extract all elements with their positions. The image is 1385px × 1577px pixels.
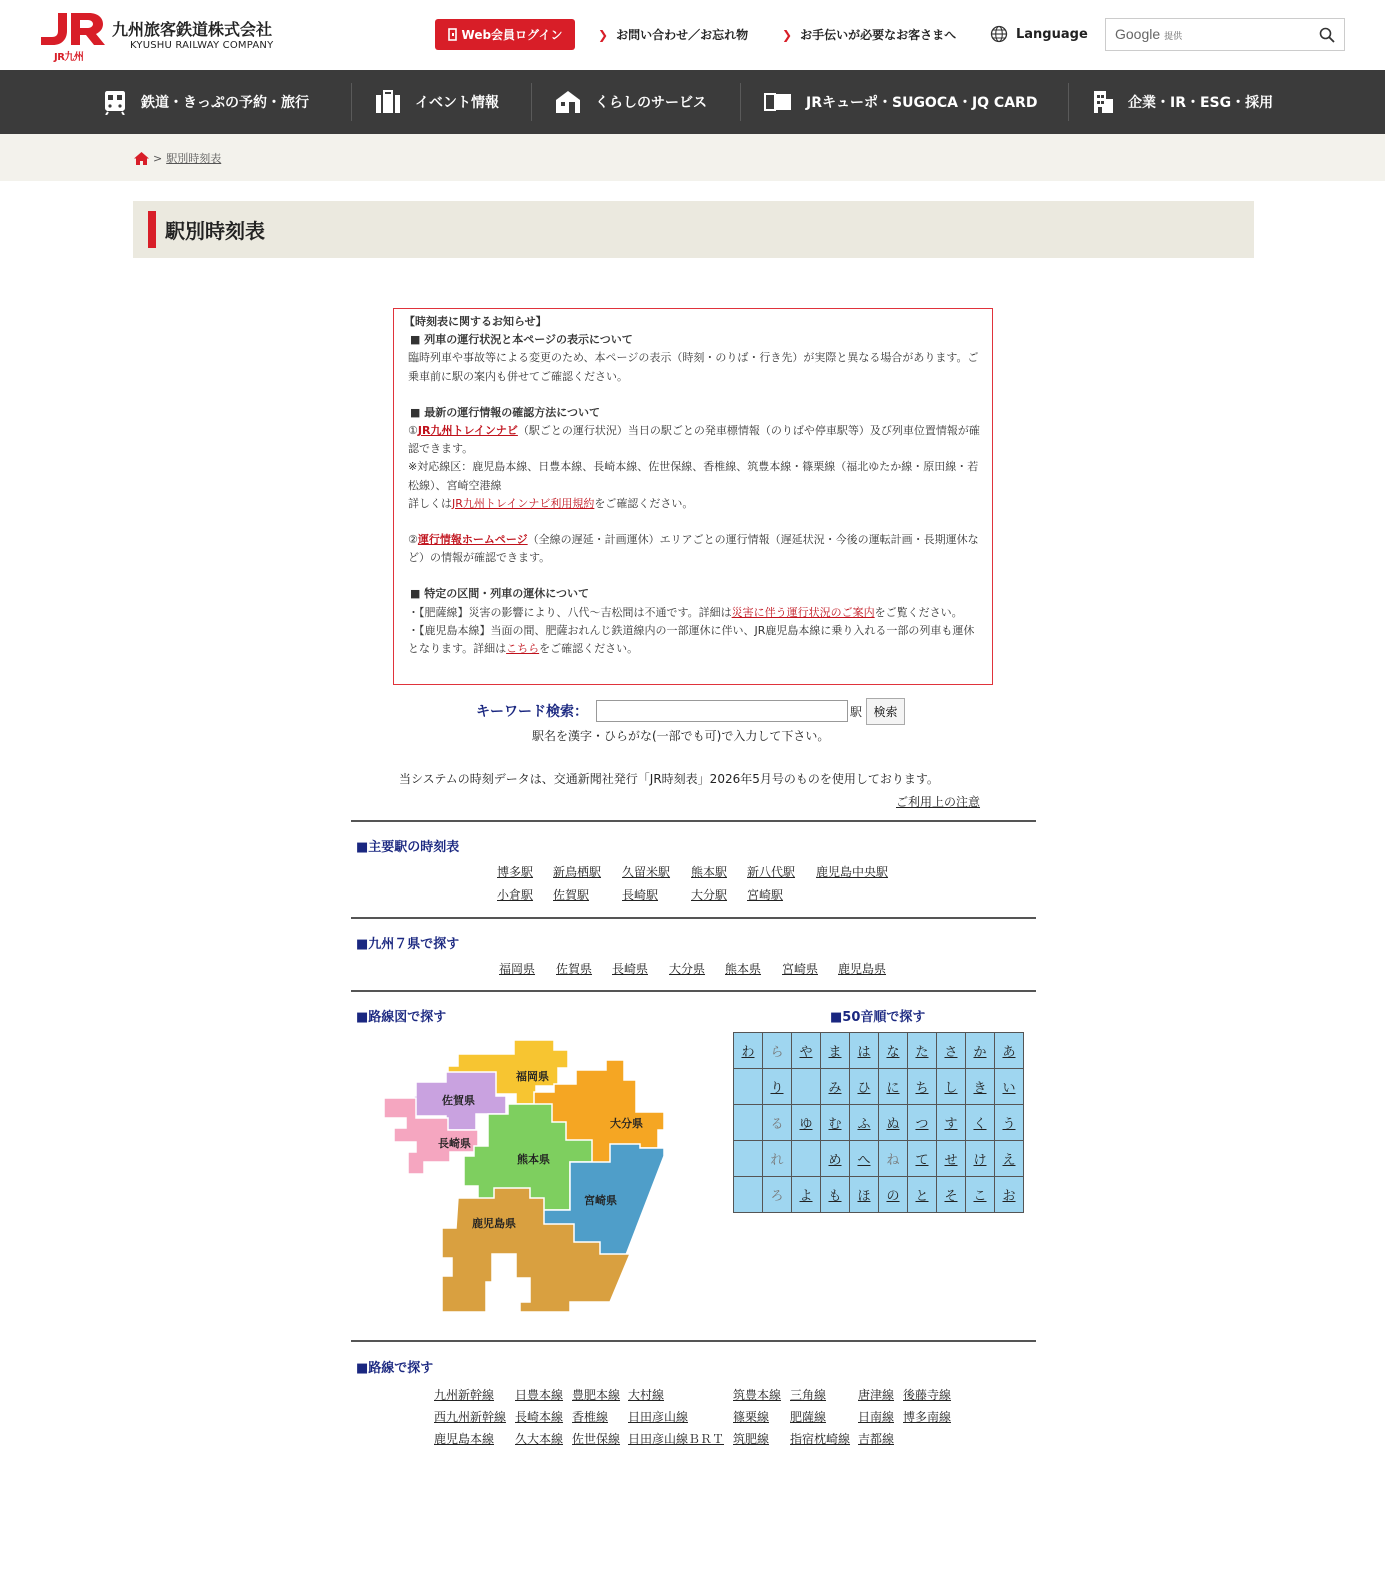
kana-cell[interactable] [879, 1069, 908, 1105]
kana-link[interactable]: ち [915, 1081, 929, 1096]
kana-link[interactable]: の [886, 1189, 900, 1204]
assistance-link[interactable] [782, 26, 956, 43]
station-link[interactable]: 小倉駅 [497, 888, 534, 902]
map-label-fukuoka: 福岡県 [516, 1070, 549, 1083]
title-accent [148, 211, 156, 248]
keyword-search [476, 697, 905, 725]
kana-cell [763, 1141, 792, 1177]
kana-cell[interactable] [850, 1141, 879, 1177]
site-header [0, 0, 1385, 70]
line-link[interactable]: 肥薩線 [790, 1410, 827, 1424]
divider [351, 990, 1036, 992]
line-link[interactable]: 久大本線 [515, 1432, 564, 1446]
map-label-nagasaki: 長崎県 [438, 1137, 471, 1150]
line-link[interactable]: 大村線 [628, 1388, 665, 1402]
kana-link[interactable]: ぬ [886, 1117, 900, 1132]
notice-s1-title: ■ 列車の運行状況と本ページの表示について [410, 333, 633, 347]
line-link[interactable]: 博多南線 [903, 1410, 952, 1424]
kana-link[interactable]: り [770, 1081, 784, 1096]
kana-cell[interactable] [908, 1033, 937, 1069]
kana-row [734, 1105, 1024, 1141]
kana-link[interactable]: ゆ [799, 1117, 813, 1132]
kana-cell[interactable] [966, 1033, 995, 1069]
notice-s3-title: ■ 特定の区間・列車の運休について [410, 587, 590, 601]
notice-heading: 【時刻表に関するお知らせ】 [404, 315, 547, 328]
house-icon [555, 90, 581, 114]
kana-char: ね [886, 1153, 900, 1168]
breadcrumb-bar [0, 134, 1385, 181]
search-button[interactable]: 検索 [866, 698, 905, 725]
jr-logo-icon [40, 11, 106, 47]
kana-cell[interactable] [937, 1033, 966, 1069]
search-icon[interactable] [1319, 27, 1335, 43]
nav-label: JRキューポ・SUGOCA・JQ CARD [806, 95, 1038, 111]
text: をご覧ください。 [874, 605, 963, 619]
kana-cell [734, 1069, 763, 1105]
kana-cell[interactable] [908, 1069, 937, 1105]
kana-link[interactable]: へ [857, 1153, 871, 1168]
kana-cell[interactable] [792, 1033, 821, 1069]
kana-link[interactable]: ま [828, 1045, 842, 1060]
kana-cell[interactable] [966, 1141, 995, 1177]
suitcase-icon [375, 90, 401, 114]
kana-link[interactable]: も [828, 1189, 842, 1204]
trainnavi-link[interactable]: JR九州トレインナビ [417, 424, 518, 438]
station-link[interactable]: 佐賀駅 [553, 888, 590, 902]
kana-link[interactable]: す [944, 1117, 958, 1132]
contact-link[interactable] [598, 26, 748, 43]
kana-link[interactable]: そ [944, 1189, 958, 1204]
text: ① [408, 424, 418, 438]
kana-link[interactable]: よ [799, 1189, 813, 1204]
text: ・【鹿児島本線】当面の間、肥薩おれんじ鉄道線内の一部運休に伴い、JR鹿児島本線に乗り入れる一部の列車も運休となります。詳細は [408, 623, 975, 656]
kana-link[interactable]: え [1002, 1153, 1016, 1168]
text: ② [408, 533, 418, 547]
login-icon [448, 28, 458, 41]
notice-s2-lines: ※対応線区：鹿児島本線、日豊本線、長崎本線、佐世保線、香椎線、筑豊本線・篠栗線（福北ゆたか線・原田線・若松線）、宮崎空港線 [408, 460, 979, 492]
google-brand: Google [1115, 26, 1161, 42]
language-selector[interactable] [990, 25, 1088, 43]
here-link[interactable]: こちら [506, 642, 540, 656]
kana-cell[interactable] [995, 1105, 1024, 1141]
kana-cell[interactable] [908, 1105, 937, 1141]
kana-cell[interactable] [850, 1177, 879, 1213]
station-suffix: 駅 [850, 704, 863, 719]
kana-cell [734, 1141, 763, 1177]
nav-item-corporate[interactable] [1092, 70, 1273, 134]
prefecture-link[interactable]: 大分県 [669, 962, 706, 976]
divider [351, 820, 1036, 822]
kana-cell[interactable] [995, 1069, 1024, 1105]
station-link[interactable]: 大分駅 [691, 888, 728, 902]
global-nav [0, 70, 1385, 134]
kana-link[interactable]: や [799, 1045, 813, 1060]
kana-cell [734, 1105, 763, 1141]
kana-link[interactable]: ふ [857, 1117, 871, 1132]
line-link[interactable]: 鹿児島本線 [434, 1432, 495, 1446]
divider [351, 917, 1036, 919]
map-label-miyazaki: 宮崎県 [584, 1194, 617, 1207]
nav-label: イベント情報 [415, 95, 499, 111]
nav-label: くらしのサービス [595, 95, 707, 111]
breadcrumb-separator: > [153, 151, 163, 165]
kana-link[interactable]: と [915, 1189, 929, 1204]
kana-char: れ [770, 1153, 784, 1168]
building-icon [1092, 89, 1114, 115]
station-search-input[interactable] [596, 700, 848, 722]
prefectures-title: ■九州７県で探す [356, 937, 460, 952]
station-link[interactable]: 鹿児島中央駅 [816, 865, 889, 879]
kana-link[interactable]: い [1002, 1081, 1016, 1096]
kana-link[interactable]: て [915, 1153, 929, 1168]
kana-link[interactable]: つ [915, 1117, 929, 1132]
kana-cell [734, 1177, 763, 1213]
kana-cell[interactable] [966, 1105, 995, 1141]
text: （全線の遅延・計画運休）エリアごとの運行情報（遅延状況・今後の運転計画・長期運休など）の情報が確認できます。 [408, 533, 979, 565]
kana-cell[interactable] [879, 1033, 908, 1069]
home-icon[interactable] [134, 152, 149, 165]
line-link[interactable]: 日田彦山線 [628, 1410, 689, 1424]
kana-cell [792, 1069, 821, 1105]
notice-s2-more [408, 495, 984, 513]
line-link[interactable]: 後藤寺線 [903, 1388, 952, 1402]
kana-row [734, 1141, 1024, 1177]
train-icon [103, 89, 127, 115]
kana-cell[interactable] [792, 1105, 821, 1141]
nav-label: 鉄道・きっぷの予約・旅行 [141, 95, 309, 111]
disaster-info-link[interactable]: 災害に伴う運行状況のご案内 [731, 605, 875, 619]
notice-s3-p2 [408, 622, 984, 658]
text: をご確認ください。 [594, 496, 694, 510]
nav-label: 企業・IR・ESG・採用 [1128, 95, 1274, 111]
breadcrumb-current[interactable]: 駅別時刻表 [166, 152, 222, 165]
company-name-en: KYUSHU RAILWAY COMPANY [130, 40, 274, 51]
kyushu-route-map [384, 1040, 694, 1323]
nav-item-events[interactable] [375, 70, 499, 134]
kana-index-body [734, 1033, 1024, 1213]
prefecture-link[interactable]: 鹿児島県 [838, 962, 887, 976]
page-title-bar [133, 201, 1254, 258]
page-title: 駅別時刻表 [165, 219, 265, 243]
prefecture-link[interactable]: 福岡県 [499, 962, 536, 976]
lines-title: ■路線で探す [356, 1361, 434, 1376]
kana-link[interactable]: た [915, 1045, 929, 1060]
nav-item-living[interactable] [555, 70, 707, 134]
station-link[interactable]: 久留米駅 [622, 865, 671, 879]
line-link[interactable]: 長崎本線 [515, 1410, 564, 1424]
kana-cell[interactable] [821, 1105, 850, 1141]
nav-item-railway[interactable] [103, 70, 309, 134]
nav-divider [740, 83, 741, 121]
kana-cell[interactable] [879, 1105, 908, 1141]
kana-link[interactable]: け [973, 1153, 987, 1168]
line-link[interactable]: 指宿枕崎線 [790, 1432, 851, 1446]
google-provided-label [1115, 26, 1182, 42]
line-link[interactable]: 日豊本線 [515, 1388, 564, 1402]
kana-row [734, 1069, 1024, 1105]
chevron-right-icon: ❯ [782, 28, 793, 42]
line-link[interactable]: 篠栗線 [733, 1410, 770, 1424]
usage-notes-link[interactable]: ご利用上の注意 [896, 795, 981, 809]
data-source-note: 当システムの時刻データは、交通新聞社発行「JR時刻表」2026年5月号のものを使用しております。 [399, 772, 939, 786]
card-icon [764, 92, 792, 112]
kana-link[interactable]: ほ [857, 1189, 871, 1204]
kana-cell[interactable] [821, 1069, 850, 1105]
kana-link[interactable]: は [857, 1045, 871, 1060]
nav-divider [1068, 83, 1069, 121]
kana-char: ろ [770, 1189, 784, 1204]
route-map-title: ■路線図で探す [356, 1010, 447, 1025]
contact-link-label: お問い合わせ／お忘れ物 [616, 28, 749, 42]
breadcrumb [134, 150, 221, 166]
kana-link[interactable]: か [973, 1045, 987, 1060]
line-link[interactable]: 豊肥本線 [572, 1388, 621, 1402]
kana-cell[interactable] [821, 1033, 850, 1069]
kana-index-title: ■50音順で探す [830, 1010, 926, 1025]
login-label: Web会員ログイン [461, 28, 563, 42]
notice-s1-body: 臨時列車や事故等による変更のため、本ページの表示（時刻・のりば・行き先）が実際と異なる場合があります。ご乗車前に駅の案内も併せてご確認ください。 [408, 351, 979, 383]
nav-divider [531, 83, 532, 121]
kana-cell[interactable] [850, 1069, 879, 1105]
kana-link[interactable]: む [828, 1117, 842, 1132]
notice-s2-title: ■ 最新の運行情報の確認方法について [410, 405, 601, 419]
nav-item-cards[interactable] [764, 70, 1037, 134]
kana-cell[interactable] [908, 1141, 937, 1177]
timetable-notice [393, 308, 993, 685]
kana-cell [792, 1141, 821, 1177]
web-member-login-button[interactable] [435, 19, 575, 50]
kana-link[interactable]: わ [741, 1045, 755, 1060]
kana-link[interactable]: し [944, 1081, 958, 1096]
kana-link[interactable]: ひ [857, 1081, 871, 1096]
kana-cell[interactable] [995, 1033, 1024, 1069]
station-link[interactable]: 新鳥栖駅 [553, 865, 602, 879]
kana-link[interactable]: に [886, 1081, 900, 1096]
kana-char: る [770, 1117, 784, 1132]
globe-icon [990, 25, 1008, 43]
kana-link[interactable]: め [828, 1153, 842, 1168]
kana-cell [763, 1105, 792, 1141]
kana-cell[interactable] [879, 1177, 908, 1213]
keyword-search-label: キーワード検索： [476, 704, 588, 720]
kana-link[interactable]: う [1002, 1117, 1016, 1132]
station-link[interactable]: 熊本駅 [691, 865, 728, 879]
nav-divider [351, 83, 352, 121]
kana-cell[interactable] [937, 1105, 966, 1141]
kana-cell [763, 1177, 792, 1213]
kana-cell [763, 1033, 792, 1069]
line-link[interactable]: 九州新幹線 [434, 1388, 495, 1402]
station-link[interactable]: 博多駅 [497, 865, 534, 879]
kana-row [734, 1177, 1024, 1213]
spacer [408, 567, 984, 585]
kana-cell[interactable] [734, 1033, 763, 1069]
line-link[interactable]: 西九州新幹線 [434, 1410, 507, 1424]
kana-cell[interactable] [850, 1033, 879, 1069]
kana-link[interactable]: さ [944, 1045, 958, 1060]
provided-label: 提供 [1164, 31, 1183, 41]
line-link[interactable]: 日田彦山線ＢＲＴ [628, 1432, 725, 1446]
text: ・【肥薩線】災害の影響により、八代～吉松間は不通です。詳細は [408, 605, 732, 619]
kana-link[interactable]: き [973, 1081, 987, 1096]
line-link[interactable]: 吉都線 [858, 1432, 895, 1446]
map-label-kagoshima: 鹿児島県 [472, 1217, 516, 1230]
prefecture-link[interactable]: 長崎県 [612, 962, 649, 976]
prefecture-link[interactable]: 熊本県 [725, 962, 762, 976]
assistance-link-label: お手伝いが必要なお客さまへ [800, 28, 957, 42]
divider [351, 1340, 1036, 1342]
prefecture-link[interactable]: 宮崎県 [782, 962, 819, 976]
service-info-link[interactable]: 運行情報ホームページ [417, 533, 528, 547]
kana-cell[interactable] [908, 1177, 937, 1213]
station-link[interactable]: 長崎駅 [622, 888, 659, 902]
language-label: Language [1016, 26, 1088, 42]
kana-cell[interactable] [763, 1069, 792, 1105]
kana-cell[interactable] [937, 1177, 966, 1213]
kana-link[interactable]: な [886, 1045, 900, 1060]
kana-link[interactable]: お [1002, 1189, 1016, 1204]
kana-cell[interactable] [966, 1177, 995, 1213]
trainnavi-terms-link[interactable]: JR九州トレインナビ利用規約 [452, 496, 595, 510]
station-link[interactable]: 新八代駅 [747, 865, 796, 879]
line-link[interactable]: 筑肥線 [733, 1432, 770, 1446]
kana-cell[interactable] [966, 1069, 995, 1105]
station-link[interactable]: 宮崎駅 [747, 888, 784, 902]
kana-link[interactable]: み [828, 1081, 842, 1096]
map-label-kumamoto: 熊本県 [517, 1153, 550, 1166]
major-stations-title: ■主要駅の時刻表 [356, 840, 460, 855]
line-link[interactable]: 日南線 [858, 1410, 895, 1424]
notice-s2-p2 [408, 531, 984, 567]
spacer [408, 513, 984, 531]
text: （駅ごとの運行状況）当日の駅ごとの発車標情報（のりばや停車駅等）及び列車位置情報が確認できます。 [408, 424, 980, 456]
kana-link[interactable]: あ [1002, 1045, 1016, 1060]
map-label-oita: 大分県 [610, 1117, 643, 1130]
notice-s3-p1 [408, 604, 984, 622]
company-logo[interactable] [40, 11, 300, 61]
kana-cell[interactable] [995, 1177, 1024, 1213]
search-hint: 駅名を漢字・ひらがな(一部でも可)で入力して下さい。 [532, 729, 830, 743]
chevron-right-icon: ❯ [598, 28, 609, 42]
company-name-ja: 九州旅客鉄道株式会社 [112, 20, 273, 39]
kana-link[interactable]: せ [944, 1153, 958, 1168]
kana-index-table [733, 1032, 1024, 1213]
kana-cell[interactable] [937, 1069, 966, 1105]
kana-link[interactable]: こ [973, 1189, 987, 1204]
map-label-saga: 佐賀県 [442, 1094, 475, 1107]
site-search-input[interactable] [1105, 18, 1345, 51]
kana-link[interactable]: く [973, 1117, 987, 1132]
text: 詳しくは [408, 496, 452, 510]
notice-s2-p1 [408, 422, 984, 458]
kana-cell[interactable] [792, 1177, 821, 1213]
kana-cell [879, 1141, 908, 1177]
line-link[interactable]: 佐世保線 [572, 1432, 621, 1446]
kana-cell[interactable] [850, 1105, 879, 1141]
kana-cell[interactable] [821, 1141, 850, 1177]
spacer [408, 386, 984, 404]
kana-cell[interactable] [821, 1177, 850, 1213]
kana-row [734, 1033, 1024, 1069]
text: をご確認ください。 [539, 642, 639, 656]
line-link[interactable]: 筑豊本線 [733, 1388, 782, 1402]
line-link[interactable]: 三角線 [790, 1388, 827, 1402]
logo-sub: JR九州 [54, 52, 84, 63]
kana-cell[interactable] [937, 1141, 966, 1177]
line-link[interactable]: 唐津線 [858, 1388, 895, 1402]
kana-cell[interactable] [995, 1141, 1024, 1177]
line-link[interactable]: 香椎線 [572, 1410, 609, 1424]
prefecture-link[interactable]: 佐賀県 [556, 962, 593, 976]
kana-char: ら [770, 1045, 784, 1060]
